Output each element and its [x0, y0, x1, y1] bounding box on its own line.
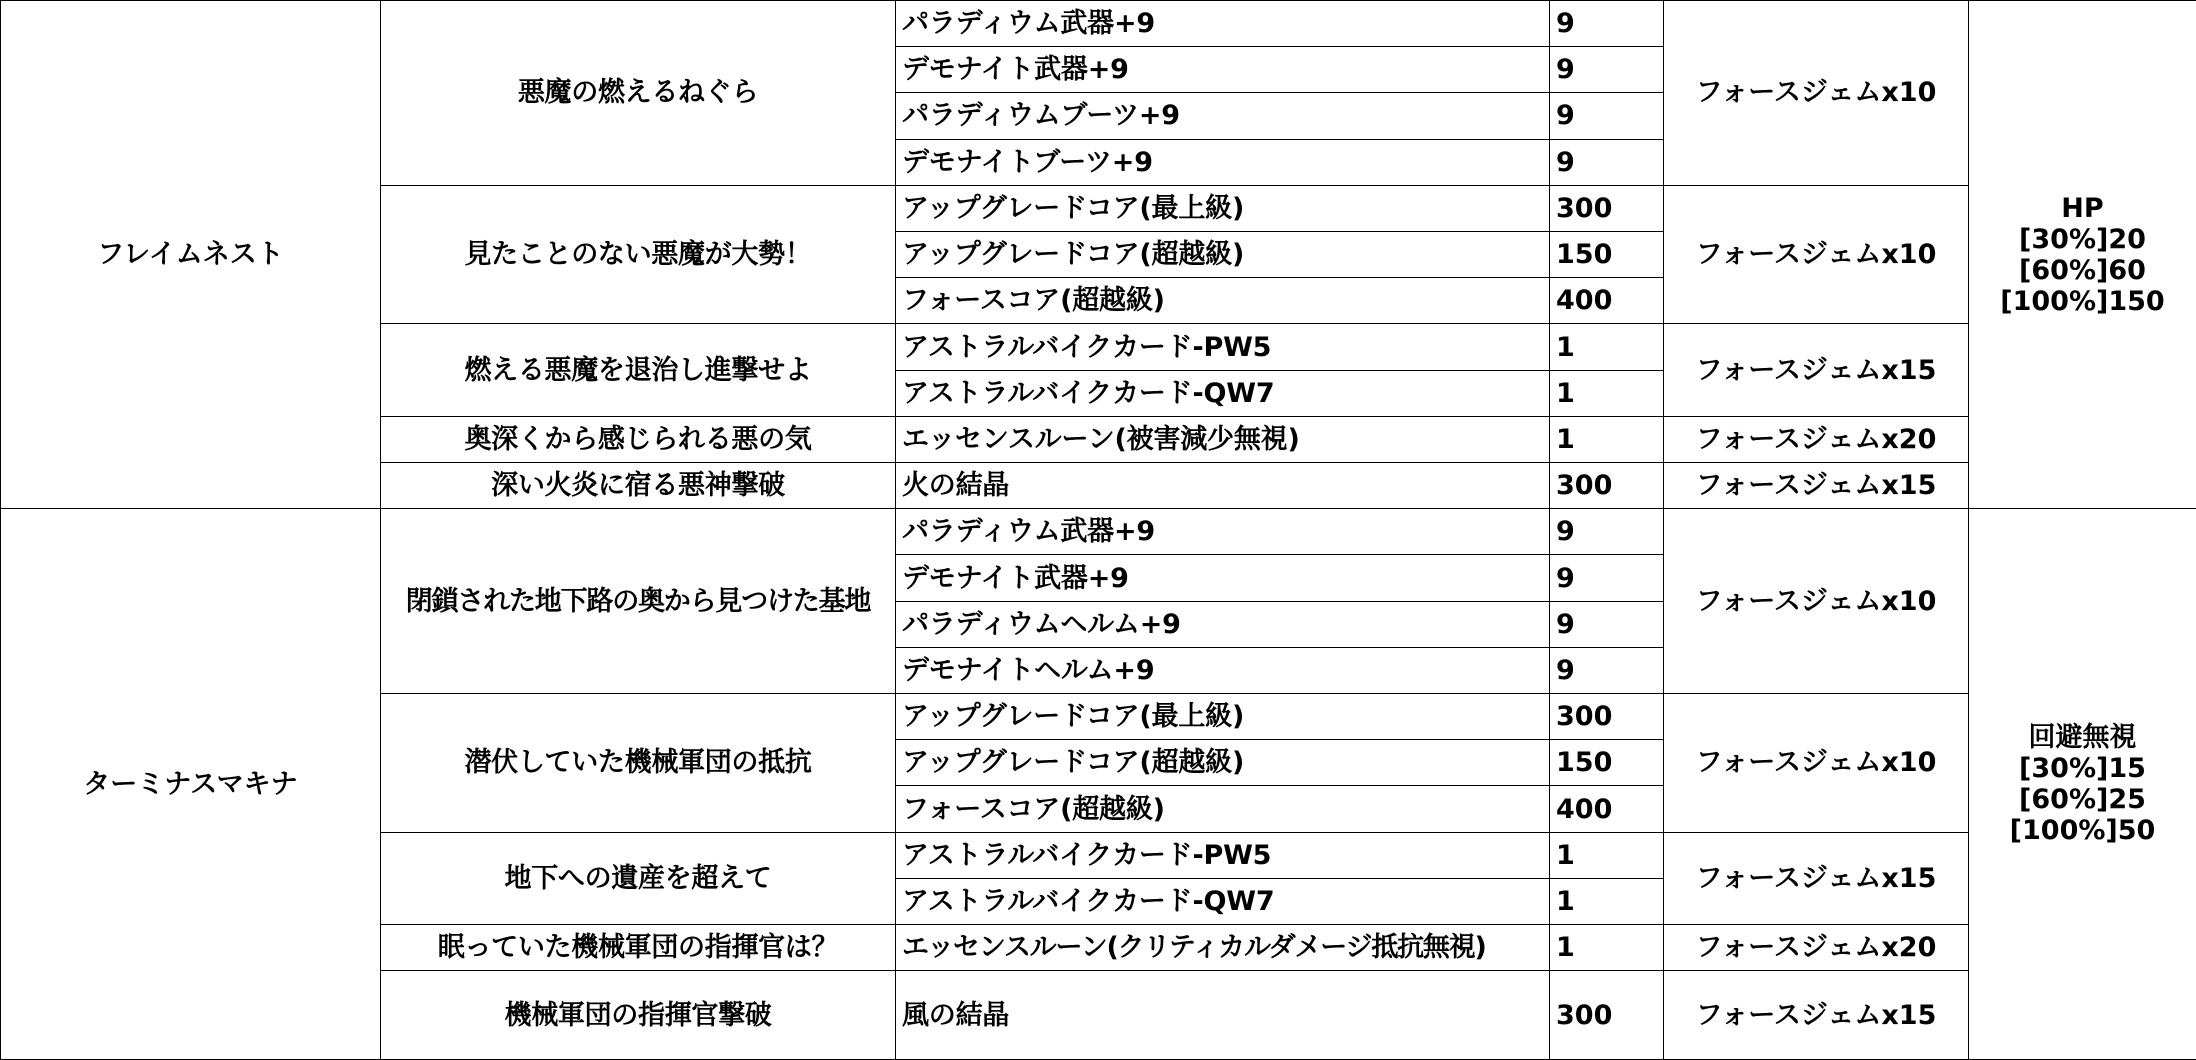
item-name: フォースコア(超越級) — [896, 786, 1550, 832]
bonus-tier: [100%]150 — [2000, 285, 2165, 317]
area-name: ターミナスマキナ — [1, 509, 381, 1060]
item-quantity: 9 — [1550, 647, 1664, 693]
bonus-tier: [60%]60 — [2019, 254, 2146, 286]
item-name: 風の結晶 — [896, 971, 1550, 1060]
bonus-tier: [30%]15 — [2019, 753, 2146, 785]
quest-title: 地下への遺産を超えて — [381, 832, 896, 924]
item-quantity: 300 — [1550, 463, 1664, 509]
item-quantity: 300 — [1550, 971, 1664, 1060]
item-quantity: 9 — [1550, 601, 1664, 647]
item-quantity: 9 — [1550, 1, 1664, 47]
item-name: アップグレードコア(最上級) — [896, 694, 1550, 740]
quest-reward: フォースジェムx20 — [1664, 416, 1969, 462]
item-quantity: 9 — [1550, 47, 1664, 93]
item-name: アップグレードコア(超越級) — [896, 232, 1550, 278]
quest-title: 潜伏していた機械軍団の抵抗 — [381, 694, 896, 833]
quest-title: 機械軍団の指揮官撃破 — [381, 971, 896, 1060]
bonus-stat: 回避無視 — [2028, 722, 2137, 754]
item-quantity: 150 — [1550, 740, 1664, 786]
item-quantity: 300 — [1550, 185, 1664, 231]
quest-reward: フォースジェムx10 — [1664, 1, 1969, 186]
item-name: アップグレードコア(超越級) — [896, 740, 1550, 786]
item-name: アストラルバイクカード-QW7 — [896, 370, 1550, 416]
item-name: パラディウムブーツ+9 — [896, 93, 1550, 139]
item-quantity: 9 — [1550, 139, 1664, 185]
quest-title: 奥深くから感じられる悪の気 — [381, 416, 896, 462]
item-quantity: 9 — [1550, 509, 1664, 555]
item-quantity: 9 — [1550, 93, 1664, 139]
item-quantity: 1 — [1550, 324, 1664, 370]
item-name: デモナイトヘルム+9 — [896, 647, 1550, 693]
quest-title: 見たことのない悪魔が大勢！ — [381, 185, 896, 324]
item-quantity: 1 — [1550, 878, 1664, 924]
quest-reward: フォースジェムx15 — [1664, 971, 1969, 1060]
item-quantity: 1 — [1550, 370, 1664, 416]
item-name: 火の結晶 — [896, 463, 1550, 509]
bonus-stat: HP — [2061, 192, 2104, 224]
item-name: パラディウムヘルム+9 — [896, 601, 1550, 647]
item-name: パラディウム武器+9 — [896, 1, 1550, 47]
item-quantity: 9 — [1550, 555, 1664, 601]
bonus-tier: [30%]20 — [2019, 223, 2146, 255]
item-name: アストラルバイクカード-QW7 — [896, 878, 1550, 924]
item-quantity: 400 — [1550, 278, 1664, 324]
table-row — [1, 1, 2196, 47]
item-quantity: 1 — [1550, 832, 1664, 878]
quest-title: 深い火炎に宿る悪神撃破 — [381, 463, 896, 509]
item-quantity: 150 — [1550, 232, 1664, 278]
quest-title: 燃える悪魔を退治し進撃せよ — [381, 324, 896, 416]
bonus-tier: [60%]25 — [2019, 784, 2146, 816]
item-name: アップグレードコア(最上級) — [896, 185, 1550, 231]
area-completion-bonus — [1969, 1, 2196, 509]
quest-reward: フォースジェムx20 — [1664, 925, 1969, 971]
item-name: アストラルバイクカード-PW5 — [896, 832, 1550, 878]
quest-title: 閉鎖された地下路の奥から見つけた基地 — [381, 509, 896, 694]
area-completion-bonus — [1969, 509, 2196, 1060]
area-name: フレイムネスト — [1, 1, 381, 509]
table-row — [1, 509, 2196, 555]
quest-reward: フォースジェムx15 — [1664, 832, 1969, 924]
item-name: エッセンスルーン(クリティカルダメージ抵抗無視) — [896, 925, 1550, 971]
quest-reward: フォースジェムx10 — [1664, 185, 1969, 324]
item-quantity: 1 — [1550, 416, 1664, 462]
item-name: フォースコア(超越級) — [896, 278, 1550, 324]
item-name: デモナイト武器+9 — [896, 555, 1550, 601]
item-name: デモナイトブーツ+9 — [896, 139, 1550, 185]
item-quantity: 1 — [1550, 925, 1664, 971]
item-name: エッセンスルーン(被害減少無視) — [896, 416, 1550, 462]
item-name: デモナイト武器+9 — [896, 47, 1550, 93]
item-name: アストラルバイクカード-PW5 — [896, 324, 1550, 370]
item-name: パラディウム武器+9 — [896, 509, 1550, 555]
quest-reward: フォースジェムx10 — [1664, 509, 1969, 694]
bonus-tier: [100%]50 — [2009, 815, 2156, 847]
item-quantity: 300 — [1550, 694, 1664, 740]
item-quantity: 400 — [1550, 786, 1664, 832]
quest-title: 眠っていた機械軍団の指揮官は？ — [381, 925, 896, 971]
quest-title: 悪魔の燃えるねぐら — [381, 1, 896, 186]
quest-reward: フォースジェムx15 — [1664, 324, 1969, 416]
quest-reward: フォースジェムx10 — [1664, 694, 1969, 833]
quest-reward: フォースジェムx15 — [1664, 463, 1969, 509]
